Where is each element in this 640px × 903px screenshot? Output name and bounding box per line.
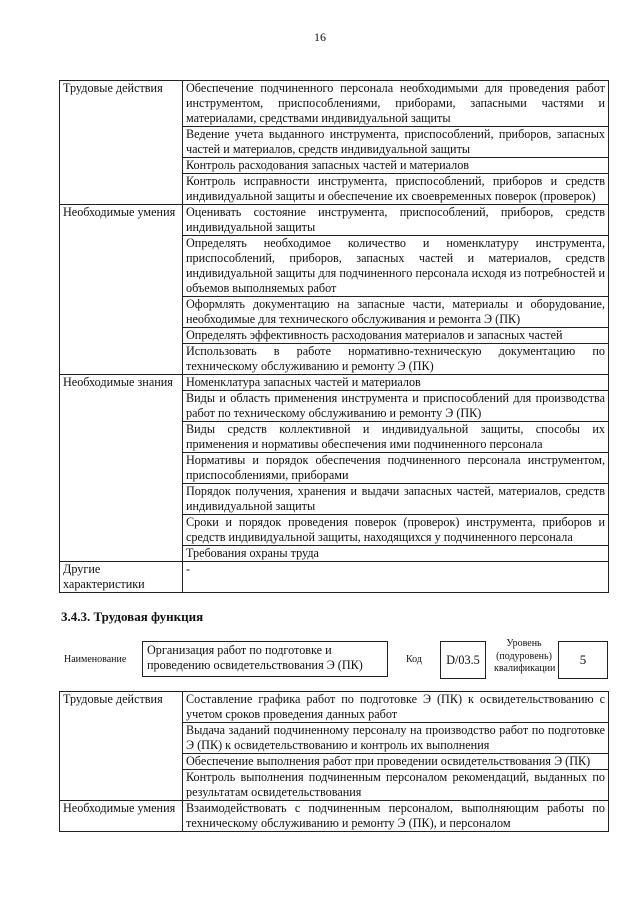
row-item-text: Взаимодействовать с подчиненным персоналом, выполняющим работы по техническому обслуживанию и ремонту Э (ПК), и персоналом [183, 801, 609, 832]
row-group-label: Необходимые умения [60, 205, 183, 375]
table-row [60, 562, 609, 593]
row-item-text: Обеспечение выполнения работ при проведении освидетельствования Э (ПК) [183, 754, 609, 770]
row-group-label: Необходимые знания [60, 375, 183, 562]
row-item-text: Контроль выполнения подчиненным персоналом рекомендаций, выданных по результатам освидетельствования [183, 770, 609, 801]
competency-table-1 [59, 80, 609, 593]
level-label: Уровень (подуровень) квалификации [494, 638, 556, 674]
row-item-text: Виды и область применения инструмента и приспособлений для производства работ по техническому обслуживанию и ремонту Э (ПК) [183, 391, 609, 422]
row-group-label: Трудовые действия [60, 692, 183, 801]
row-item-text: Оценивать состояние инструмента, приспособлений, приборов, средств индивидуальной защиты [183, 205, 609, 236]
table-row [60, 81, 609, 127]
page-number: 16 [314, 30, 326, 44]
section-title: 3.4.3. Трудовая функция [61, 609, 204, 624]
row-item-text: Определять эффективность расходования материалов и запасных частей [183, 328, 609, 344]
row-item-text: - [183, 562, 609, 593]
row-item-text: Оформлять документацию на запасные части, материалы и оборудование, необходимые для технического обслуживания и ремонта Э (ПК) [183, 297, 609, 328]
row-item-text: Использовать в работе нормативно-техническую документацию по техническому обслуживанию и ремонту Э (ПК) [183, 344, 609, 375]
competency-table-2 [59, 691, 609, 832]
name-label: Наименование [64, 654, 127, 665]
function-header-row [62, 638, 610, 678]
table-row [60, 205, 609, 236]
level-value-box: 5 [558, 641, 608, 679]
table-row [60, 692, 609, 723]
row-group-label: Необходимые умения [60, 801, 183, 832]
row-item-text: Составление графика работ по подготовке Э (ПК) к освидетельствованию с учетом сроков проведения данных работ [183, 692, 609, 723]
row-item-text: Контроль исправности инструмента, приспособлений, приборов и средств индивидуальной защиты и обеспечение их своевременных поверок (проверок) [183, 174, 609, 205]
row-item-text: Обеспечение подчиненного персонала необходимыми для проведения работ инструментом, приспособлениями, приборами, запасными частями и материалами, средствами индивидуальной защиты [183, 81, 609, 127]
function-name-box: Организация работ по подготовке и проведению освидетельствования Э (ПК) [142, 641, 388, 677]
row-group-label: Трудовые действия [60, 81, 183, 205]
row-item-text: Сроки и порядок проведения поверок (проверок) инструмента, приборов и средств индивидуальной защиты, находящихся у подчиненного персонала [183, 515, 609, 546]
table-row [60, 801, 609, 832]
row-item-text: Порядок получения, хранения и выдачи запасных частей, материалов, средств индивидуальной защиты [183, 484, 609, 515]
row-item-text: Номенклатура запасных частей и материалов [183, 375, 609, 391]
table-row [60, 375, 609, 391]
function-code-box: D/03.5 [440, 641, 486, 679]
row-item-text: Выдача заданий подчиненному персоналу на производство работ по подготовке Э (ПК) к освидетельствованию и контроль их выполнения [183, 723, 609, 754]
row-item-text: Контроль расходования запасных частей и материалов [183, 158, 609, 174]
row-item-text: Ведение учета выданного инструмента, приспособлений, приборов, запасных частей и материалов, средств индивидуальной защиты [183, 127, 609, 158]
row-item-text: Определять необходимое количество и номенклатуру инструмента, приспособлений, приборов, запасных частей и материалов, средств индивидуальной защиты для подчиненного персонала исходя из потребностей и объемов выполняемых работ [183, 236, 609, 297]
row-item-text: Нормативы и порядок обеспечения подчиненного персонала инструментом, приспособлениями, приборами [183, 453, 609, 484]
row-item-text: Виды средств коллективной и индивидуальной защиты, способы их применения и нормативы обеспечения ими подчиненного персонала [183, 422, 609, 453]
code-label: Код [406, 654, 422, 665]
row-group-label: Другие характеристики [60, 562, 183, 593]
row-item-text: Требования охраны труда [183, 546, 609, 562]
